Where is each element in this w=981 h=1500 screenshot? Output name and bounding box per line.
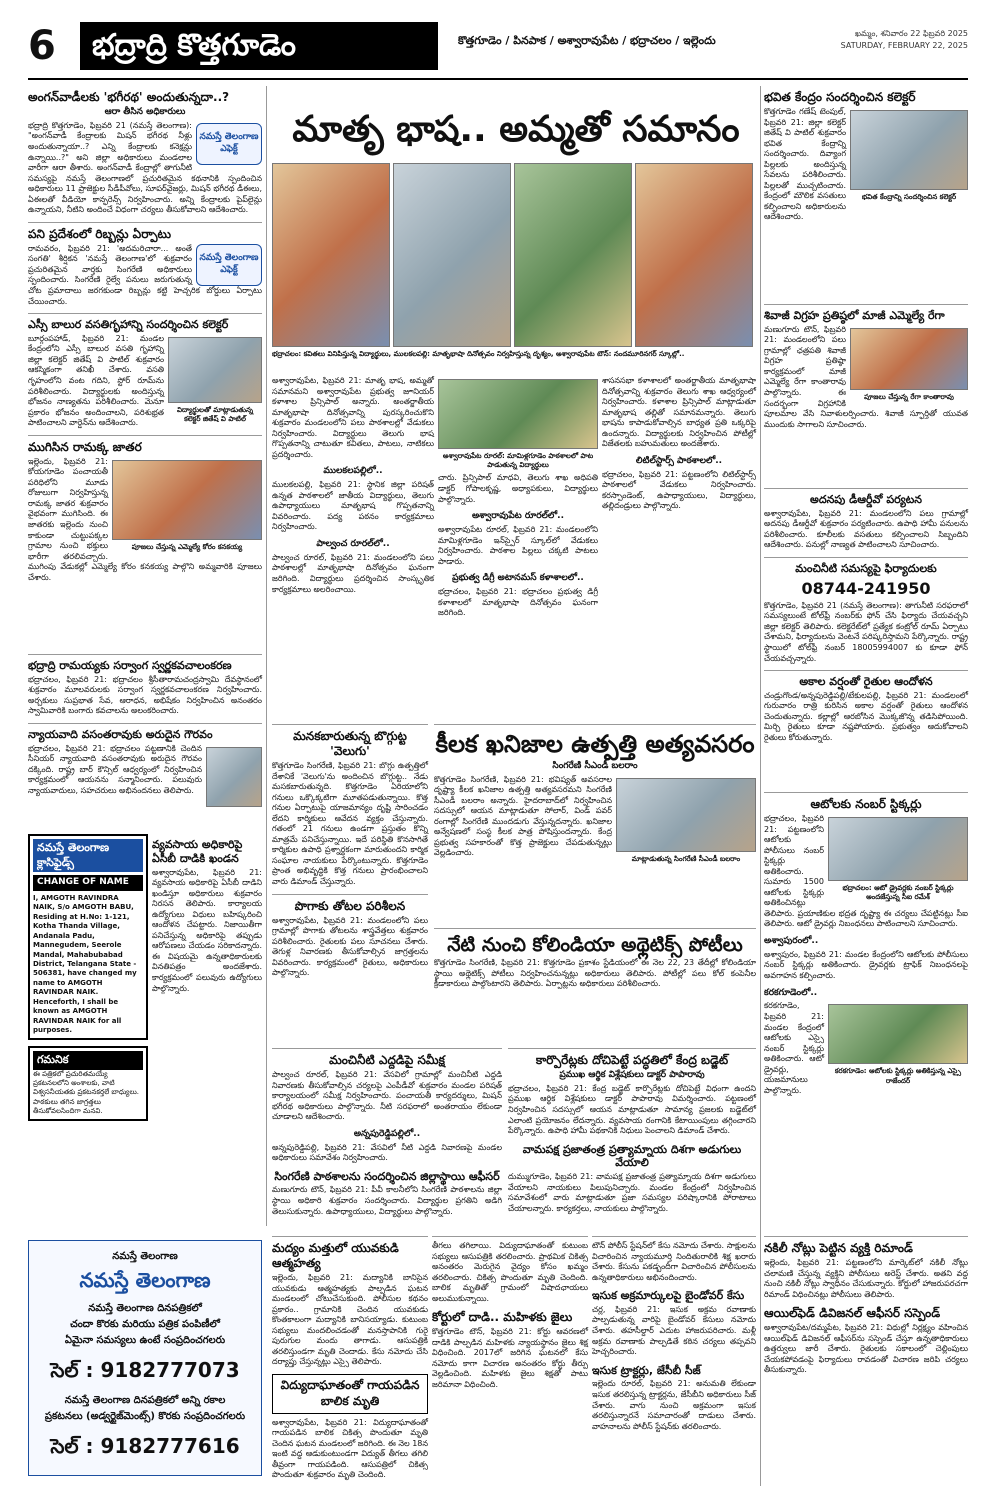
mid-col-b (434, 720, 756, 920)
subheadline: లిటిల్‌స్టార్స్ పాఠశాలలో.. (635, 455, 723, 466)
photo-block (616, 775, 756, 867)
headline: భద్రాద్రి రామయ్యకు సర్వాంగ స్వర్ణకవచాలంకరణ (28, 659, 232, 672)
classified-header: నమస్తే తెలంగాణ క్లాసిఫైడ్స్ (33, 839, 143, 872)
lead-col-c (602, 376, 756, 706)
boxed-headline: విద్యుదాఘాతంతో గాయపడిన బాలిక మృతి (272, 1374, 428, 1414)
edition-subtitles: కొత్తగూడెం / పినపాక / అశ్వారావుపేట / భద్రాచలం / ఇల్లెందు (458, 34, 716, 47)
story-body: రామవరం, ఫిబ్రవరి 21: 'అదమరిచారా... అంతే సంగతి' శీర్షికన 'నమస్తే తెలంగాణ'లో శుక్రవారం ప్రచురితమైన వార్తకు సింగరేణి అధికారులు స్పందించారు. సింగరేణి రైల్వే పనులు జరుగుతున్న చోట ప్రమాదాలు జరగకుండా రిబ్బన్లు కట్టి హెచ్చరిక బోర్డులు ఏర్పాటు చేయించారు. (28, 243, 262, 306)
notice-header: గమనిక (33, 1051, 143, 1070)
bottom-col-d (764, 1232, 968, 1488)
photo-caption: అశ్వారావుపేట రూరల్: మామిళ్లగూడెం పాఠశాలలో పాట పాడుతున్న విద్యార్థులు (442, 452, 594, 470)
subscription-ad (28, 1240, 262, 1485)
ad-line: చందా కొరకు మరియు పత్రిక పంపిణీలో (70, 1318, 220, 1330)
subheadline: అన్నపురెడ్డిపల్లిలో.. (353, 1128, 421, 1139)
subheadline: ములకలపల్లిలో.. (323, 466, 383, 477)
divider (28, 654, 262, 655)
lead-photos (272, 160, 756, 372)
story-body: అశ్వారావుపేట రూరల్, ఫిబ్రవరి 21: మండలంలోని మామిళ్లగూడెం ఇన్‌స్పైర్ స్కూల్‌లో వేడుకలు నిర్వహించారు. పాఠశాల పిల్లలు చక్కటి పాటలు పాడారు. (438, 524, 598, 566)
story-body: అన్నపురెడ్డిపల్లి, ఫిబ్రవరి 21: వేసవిలో నీటి ఎద్దడి నివారణపై మండల అధికారులు సమావేశం నిర్వహించారు. (272, 1142, 502, 1163)
photo-singing (438, 379, 598, 449)
mid-col-e (508, 1044, 756, 1228)
story-body: కొత్తగూడెం సింగరేణి, ఫిబ్రవరి 21: బొగ్గు ఉత్పత్తిలో దేశానికే 'వెలుగు'ను అందించిన బొగ్గుట్ట.. నేడు మసకబారుతున్నది. కొత్తగూడెం ఏరియాలోని గనులు ఒక్కొక్కటిగా మూతపడుతున్నాయి. కొత్త గనుల ఏర్పాటుపై యాజమాన్యం దృష్టి సారించడం లేదని కార్మికులు ఆవేదన వ్యక్తం చేస్తున్నారు. గతంలో 21 గనులు ఉండగా ప్రస్తుతం కొన్ని మాత్రమే పనిచేస్తున్నాయి. ఇదే పరిస్థితి కొనసాగితే కార్మికుల ఉపాధి ప్రశ్నార్థకంగా మారుతుందని కార్మిక సంఘాల నాయకులు పేర్కొంటున్నారు. కొత్తగూడెం ప్రాంత అభివృద్ధికి కొత్త గనులు ప్రారంభించాలని వారు డిమాండ్ చేస్తున్నారు. (272, 761, 428, 887)
story-body: భద్రాచలం, ఫిబ్రవరి 21: పట్టణంలోని లిటిల్‌స్టార్స్ పాఠశాలలో వేడుకలు నిర్వహించారు. కరస్పాండెంట్, ఉపాధ్యాయులు, విద్యార్థులు, తల్లిదండ్రులు పాల్గొన్నారు. (602, 469, 756, 511)
masthead (28, 18, 968, 74)
headline: న్యాయవాది వసంతరావుకు అరుదైన గౌరవం (28, 727, 213, 741)
divider (272, 1236, 428, 1237)
headline: నకిలీ నోట్లు పెట్టిన వ్యక్తి రిమాండ్ (764, 1241, 913, 1255)
subheadline: ప్రభుత్వ డిగ్రీ అటానమస్ కళాశాలలో.. (452, 573, 584, 584)
mid-col-a (272, 720, 428, 1040)
story-body: శాసనసభా కళాశాలలో అంతర్జాతీయ మాతృభాషా దినోత్సవాన్ని శుక్రవారం తెలుగు శాఖ ఆధ్వర్యంలో నిర్వహించారు. కళాశాల ప్రిన్సిపాల్ మాట్లాడుతూ మాతృభాష తల్లితో సమానమన్నారు. తెలుగు భాషను కాపాడుకోవాల్సిన బాధ్యత ప్రతి ఒక్కరిపై ఉందన్నారు. విద్యార్థులకు నిర్వహించిన పోటీల్లో విజేతలకు బహుమతులు అందజేశారు. (602, 376, 756, 449)
headline: సింగరేణి పాఠశాలను సందర్శించిన జిల్లాస్థాయి ఆఫీసర్ (274, 1169, 500, 1183)
date-telugu: ఖమ్మం, శనివారం 22 ఫిబ్రవరి 2025 (854, 29, 968, 38)
story-body: ఇల్లెందు, ఫిబ్రవరి 21: పట్టణంలోని మార్కెట్‌లో నకిలీ నోట్లు చలామణి చేస్తున్న వ్యక్తిని పోలీసులు అరెస్ట్ చేశారు. అతని వద్ద నుంచి నకిలీ నోట్లు స్వాధీనం చేసుకున్నారు. కోర్టులో హాజరుపరచగా రిమాండ్ విధించినట్లు పోలీసులు తెలిపారు. (764, 1258, 968, 1299)
lead-col-a (272, 376, 434, 706)
right-col-c (764, 484, 968, 784)
story-body: అశ్వారావుపేట, ఫిబ్రవరి 21: మండలంలోని పలు గ్రామాల్లో పొగాకు తోటలను శాస్త్రవేత్తలు శుక్రవారం పరిశీలించారు. రైతులకు పలు సూచనలు చేశారు. తెగుళ్ల నివారణకు తీసుకోవాల్సిన జాగ్రత్తలను వివరించారు. కార్యక్రమంలో రైతులు, అధికారులు పాల్గొన్నారు. (272, 915, 428, 978)
story-body: అశ్వాపురం, ఫిబ్రవరి 21: మండల కేంద్రంలోని ఆటోలకు పోలీసులు నంబర్ స్టిక్కర్లు అతికించారు. డ్రైవర్లకు ట్రాఫిక్ నిబంధనలపై అవగాహన కల్పించారు. (764, 949, 968, 980)
divider (764, 1236, 968, 1237)
photo-block (828, 1001, 968, 1088)
headline: మద్యం మత్తులో యువకుడి ఆత్మహత్య (272, 1241, 399, 1270)
date-english: SATURDAY, FEBRUARY 22, 2025 (840, 41, 968, 50)
lead-col-b (438, 376, 598, 706)
story-body: భద్రాచలం, ఫిబ్రవరి 21: భద్రాచలం శ్రీసీతారామచంద్రస్వామి దేవస్థానంలో శుక్రవారం మూలవరులకు సర్వాంగ స్వర్ణకవచాలంకరణ నిర్వహించారు. అర్చకులు సుప్రభాత సేవ, ఆరాధన, అభిషేకం నిర్వహించిన అనంతరం స్వామివారికి బంగారు కవచాలను అలంకరించారు. (28, 674, 262, 716)
mid-col-c (434, 924, 756, 1036)
column-1b (28, 650, 262, 828)
masthead-rule (28, 78, 968, 80)
photo-caption: పూజలు చేస్తున్న ఎమ్మెల్యే కోరం కనకయ్య (131, 542, 243, 551)
photo-caption: భవిత కేంద్రాన్ని సందర్శించిన కలెక్టర్ (861, 193, 957, 201)
subscription-ad-box (28, 1240, 262, 1476)
bottom-col-a (272, 1232, 428, 1488)
photo-stage (393, 163, 511, 347)
story-body: తీగలు తగిలాయి. విద్యుదాఘాతంతో కుటుంబ సభ్యులు ఆసుపత్రికి తరలించారు. ప్రాథమిక చికిత్స అనంతరం మెరుగైన వైద్యం కోసం ఖమ్మం తరలించారు. చికిత్స పొందుతూ మృతి చెందింది. బాలిక మృతితో గ్రామంలో విషాదఛాయలు అలుముకున్నాయి. (432, 1241, 588, 1303)
ad-line: ప్రకటనలు (అడ్వర్టైజ్‌మెంట్స్) కొరకు సంప్రదించగలరు (44, 1410, 246, 1422)
story-body: అశ్వారావుపేట, ఫిబ్రవరి 21: మాతృ భాష, అమ్మతో సమానమని అశ్వారావుపేట ప్రభుత్వ జూనియర్ కళాశాల ప్రిన్సిపాల్ అన్నారు. అంతర్జాతీయ మాతృభాషా దినోత్సవాన్ని పురస్కరించుకొని శుక్రవారం మండలంలోని పలు పాఠశాలల్లో వేడుకలు నిర్వహించారు. విద్యార్థులు తెలుగు భాష గొప్పతనాన్ని చాటుతూ కవితలు, పాటలు, నాటికలు ప్రదర్శించారు. (272, 376, 434, 459)
photo-block (206, 744, 262, 810)
story-body: ములకలపల్లి, ఫిబ్రవరి 21: స్థానిక జిల్లా పరిషత్ ఉన్నత పాఠశాలలో జాతీయ విద్యార్థులు, తెలుగు ఉపాధ్యాయులు మాతృభాష గొప్పతనాన్ని వివరించారు. పద్య పఠనం కార్యక్రమాలు నిర్వహించారు. (272, 480, 434, 532)
divider (28, 313, 262, 314)
photo-conference (616, 778, 756, 852)
story-body: భద్రాచలం, ఫిబ్రవరి 21: పట్టణంలోని ఆటోలకు పోలీసులు నంబర్ స్టిక్కర్లు అతికించారు. సుమారు 1500 ఆటోలకు స్టిక్కర్లు అతికించినట్లు తెలిపారు. ప్రయాణికుల భద్రత దృష్ట్యా ఈ చర్యలు చేపట్టినట్లు సీఐ తెలిపారు. ఆటో డ్రైవర్లు నిబంధనలు పాటించాలని సూచించారు. (764, 814, 968, 929)
right-col-b (764, 300, 968, 480)
effect-badge: నమస్తే తెలంగాణ ఎఫెక్ట్ (196, 244, 262, 286)
column-1 (28, 86, 262, 646)
headline: పొగాకు తోటల పరిశీలన (294, 898, 406, 913)
photo-karakagudem (828, 1004, 968, 1064)
divider (272, 1048, 502, 1049)
photo-caption: భద్రాచలం: ఆటో డ్రైవర్లకు నంబర్ స్టిక్కర్లు అందజేస్తున్న సీఐ రమేశ్ (842, 884, 954, 902)
photo-students (514, 163, 632, 347)
headline: భవిత కేంద్రం సందర్శించిన కలెక్టర్ (764, 90, 916, 104)
effect-badge: నమస్తే తెలంగాణ ఎఫెక్ట్ (196, 123, 262, 165)
story-body: అశ్వారావుపేట, ఫిబ్రవరి 21: మండలంలోని పలు గ్రామాల్లో అదనపు డీఆర్డీవో శుక్రవారం పర్యటించారు. ఉపాధి హామీ పనులను పరిశీలించారు. కూలీలకు వసతులు కల్పించాలని సిబ్బందిని ఆదేశించారు. పనుల్లో నాణ్యత పాటించాలని సూచించారు. (764, 508, 968, 550)
story-body: చర్ల, ఫిబ్రవరి 21: ఇసుక అక్రమ రవాణాకు పాల్పడుతున్న వారిపై బైండోవర్ కేసులు నమోదు చేశారు. తహసీల్దార్ ఎదుట హాజరుపరిచారు. మళ్లీ అక్రమ రవాణాకు పాల్పడితే కఠిన చర్యలు తప్పవని హెచ్చరించారు. (592, 1304, 756, 1357)
headline: పని ప్రదేశంలో రిబ్బన్లు ఏర్పాటు (28, 226, 171, 241)
headline: ఎస్సీ బాలుర వసతిగృహాన్ని సందర్శించిన కలెక్టర్ (28, 318, 229, 332)
story-body: కరకగూడెం, ఫిబ్రవరి 21: మండల కేంద్రంలో ఆటోలకు ఎస్సై నంబర్ స్టిక్కర్లు అతికించారు. ఆటో డ్రైవర్లు, యజమానులు పాల్గొన్నారు. (764, 1001, 824, 1095)
bottom-col-b (432, 1232, 588, 1488)
classified-body: I, AMGOTH RAVINDRA NAIK, S/o AMGOTH BABU, Residing at H.No: 1-121, Kotha Thanda Village, Andanala Padu, Mannegudem, Seerole Mandal, Mahabubabad District, Telangana State - 506381, have changed my name to AMGOTH RAVINDAR NAIK. Henceforth, I shall be known as AMGOTH RAVINDAR NAIK for all purposes. (33, 893, 137, 1035)
headline: వామపక్ష ప్రజాతంత్ర ప్రత్యామ్నాయ దిశగా అడుగులు వేయాలి (522, 1142, 742, 1170)
photo-shivaji (850, 328, 968, 390)
phone-number: సెల్ : 9182777616 (50, 1433, 240, 1458)
column-rule (760, 86, 761, 1486)
subheadline: అశ్వాపురంలో.. (764, 936, 819, 947)
headline: అకాల వర్షంతో రైతుల ఆందోళన (799, 675, 933, 689)
photo-jatara (112, 460, 262, 540)
newspaper-logo: నమస్తే తెలంగాణ (79, 1268, 211, 1293)
page-title: భద్రాద్రి కొత్తగూడెం (80, 22, 438, 70)
ad-line: నమస్తే తెలంగాణ దినపత్రికలో (88, 1302, 202, 1314)
notice-body: ఈ పత్రికలో ప్రచురితమయ్యే ప్రకటనలలోని అంశాలకు, వాటి విశ్వసనీయతకు ప్రకటనకర్తలే బాధ్యులు. పాఠకులు తగిన జాగ్రత్తలు తీసుకోవలసిందిగా మనవి. (33, 1069, 139, 1115)
photo-block (850, 325, 968, 405)
story-body: ఇల్లెందు రూరల్, ఫిబ్రవరి 21: అనుమతి లేకుండా ఇసుక తరలిస్తున్న ట్రాక్టర్లను, జేసీబీని అధికారులు సీజ్ చేశారు. వాగు నుంచి అక్రమంగా ఇసుక తరలిస్తున్నారనే సమాచారంతో దాడులు చేశారు. వాహనాలను పోలీస్ స్టేషన్‌కు తరలించారు. (592, 1379, 756, 1431)
photo-poetry (272, 163, 390, 347)
lead-photo-caption: భద్రాచలం: కవితలు వినిపిస్తున్న విద్యార్థులు, ములకలపల్లి: మాతృభాషా దినోత్సవం నిర్వహిస్తున్న దృశ్యం, అశ్వారావుపేట టౌన్: నందమూరినగర్ స్కూల్లో.. (272, 350, 685, 358)
story-body: టౌన్ పోలీస్ స్టేషన్‌లో కేసు నమోదు చేశారు. సాక్షులను విచారించిన న్యాయమూర్తి నిందితురాలికి శిక్ష ఖరారు చేశారు. కేసును పకడ్బందీగా విచారించిన పోలీసులను ఉన్నతాధికారులు అభినందించారు. (592, 1241, 756, 1282)
photo-collector (168, 337, 262, 403)
ad-top-line: నమస్తే తెలంగాణ (112, 1251, 178, 1262)
divider (508, 1048, 756, 1049)
photo-block (112, 457, 262, 555)
divider (434, 724, 756, 725)
column-1-ads (28, 834, 148, 1115)
story-body: కొత్తగూడెం టౌన్, ఫిబ్రవరి 21: కోర్టు ఆవరణలో దాడికి పాల్పడిన మహిళకు న్యాయస్థానం జైలు శిక్ష విధించింది. 2017లో జరిగిన ఘటనలో కేసు నమోదు కాగా విచారణ అనంతరం కోర్టు తీర్పు వెల్లడించింది. మహిళకు జైలు శిక్షతో పాటు జరిమానా విధించింది. (432, 1327, 588, 1390)
phone-number: సెల్ : 9182777073 (50, 1358, 240, 1383)
classified-ad (28, 834, 148, 1040)
notice-ad (28, 1046, 148, 1121)
headline: ఆటోలకు నంబర్ స్టిక్కర్లు (810, 797, 922, 811)
bottom-col-c (592, 1232, 756, 1488)
complaint-phone: 08744-241950 (801, 578, 931, 598)
ad-line: నమస్తే తెలంగాణ దినపత్రికలో అన్ని రకాల (64, 1394, 226, 1406)
column-rule (266, 86, 267, 1226)
story-body: భద్రాచలం, ఫిబ్రవరి 21: భద్రాచలం ప్రభుత్వ డిగ్రీ కళాశాలలో మాతృభాషా దినోత్సవం ఘనంగా జరిగింది. (438, 587, 598, 618)
divider (28, 435, 262, 436)
divider (432, 1236, 588, 1237)
subheadline: ఆరా తీసిన అధికారులు (104, 107, 186, 117)
headline: కోర్టులో దాడి.. మహిళకు జైలు (432, 1310, 573, 1325)
photo-caption: పూజలు చేస్తున్న రేగా కాంతారావు (864, 392, 954, 401)
story-body: అశ్వారావుపేట, ఫిబ్రవరి 21: విద్యుదాఘాతంతో గాయపడిన బాలిక చికిత్స పొందుతూ మృతి చెందిన ఘటన మండలంలో జరిగింది. ఈ నెల 18న ఇంటి వద్ద ఆడుకుంటుండగా విద్యుత్ తీగలు తగిలి తీవ్రంగా గాయపడింది. ఆసుపత్రిలో చికిత్స పొందుతూ శుక్రవారం మృతి చెందింది. (272, 1417, 428, 1480)
story-body: చండ్రుగొండ/అన్నపురెడ్డిపల్లి/టేకులపల్లి, ఫిబ్రవరి 21: మండలంలో గురువారం రాత్రి కురిసిన అకాల వర్షంతో రైతులు ఆందోళన చెందుతున్నారు. కల్లాల్లో ఆరబోసిన మొక్కజొన్న తడిసిపోయింది. మిర్చి రైతులు కూడా నష్టపోయారు. ప్రభుత్వం ఆదుకోవాలని రైతులు కోరుతున్నారు. (764, 690, 968, 743)
subheadline: కరకగూడెంలో.. (764, 987, 818, 998)
photo-auto-stickers (828, 817, 968, 881)
photo-caption: మాట్లాడుతున్న సింగరేణి సీఎండీ బలరాం (631, 854, 741, 863)
divider (272, 894, 428, 895)
story-body: దుమ్ముగూడెం, ఫిబ్రవరి 21: వామపక్ష ప్రజాతంత్ర ప్రత్యామ్నాయ దిశగా అడుగులు వేయాలని నాయకులు పిలుపునిచ్చారు. మండల కేంద్రంలో నిర్వహించిన సమావేశంలో వారు మాట్లాడుతూ ప్రజా సమస్యల పరిష్కారానికి పోరాటాలు చేయాలన్నారు. కార్యకర్తలు, నాయకులు పాల్గొన్నారు. (508, 1172, 756, 1213)
headline: ఆయిల్‌ఫెడ్ డివిజనల్ ఆఫీసర్ సస్పెండ్ (764, 1306, 941, 1321)
divider (764, 304, 968, 305)
divider (28, 723, 262, 724)
photo-bhavitha (850, 110, 968, 190)
divider (764, 557, 968, 558)
story-body: భద్రాద్రి కొత్తగూడెం, ఫిబ్రవరి 21 (నమస్తే తెలంగాణ): "అంగన్‌వాడీ కేంద్రాలకు మిషన్ భగీరథ నీళ్లు అందుతున్నాయా..? ఎన్ని కేంద్రాలకు కనెక్షన్లు ఉన్నాయి..?" అని జిల్లా అధికారులు మండలాల వారీగా ఆరా తీశారు. అంగన్‌వాడీ కేంద్రాల్లో తాగునీటి సమస్యపై నమస్తే తెలంగాణలో ప్రచురితమైన కథనానికి స్పందించిన అధికారులు 11 ప్రాజెక్టుల సీడీపీవోలు, సూపర్‌వైజర్లు, మిషన్ భగీరథ డీఈలు, ఏఈలతో వీడియో కాన్ఫరెన్స్ నిర్వహించారు. అన్ని కేంద్రాలకు పైప్‌లైన్లు ఉన్నాయని, నీటిని అందించే విధంగా చర్యలు తీసుకోవాలని ఆదేశించారు. (28, 120, 262, 215)
photo-lawyer (206, 747, 262, 807)
divider (592, 1236, 756, 1237)
divider (272, 724, 428, 725)
right-col-d (764, 788, 968, 1228)
story-body: ఇల్లెందు, ఫిబ్రవరి 21: కోయగూడెం పంచాయతీ పరిధిలోని మూడు రోజులుగా నిర్వహిస్తున్న రామక్క జాతర శుక్రవారం వైభవంగా ముగిసింది. ఈ జాతరకు ఇల్లెందు నుంచి కాకుండా చుట్టుపక్కల గ్రామాల నుంచి భక్తులు భారీగా తరలివచ్చారు. ముగింపు వేడుకల్లో ఎమ్మెల్యే కోరం కనకయ్య పాల్గొని అమ్మవారికి పూజలు చేశారు. (28, 456, 262, 582)
headline: మనకబారుతున్న బొగ్గుట్ట 'వెలుగు' (293, 729, 407, 758)
dateline (841, 28, 968, 52)
divider (764, 488, 968, 489)
right-col-a (764, 86, 968, 296)
headline: అదనపు డీఆర్డీవో పర్యటన (810, 493, 922, 506)
headline: కీలక ఖనిజాల ఉత్పత్తి అత్యవసరం (435, 730, 755, 758)
page-number: 6 (28, 23, 56, 69)
story-body: మణుగూరు టౌన్, ఫిబ్రవరి 21: పీవీ కాలనీలోని సింగరేణి పాఠశాలను జిల్లా స్థాయి అధికారి శుక్రవారం సందర్శించారు. విద్యార్థుల ప్రగతిని అడిగి తెలుసుకున్నారు. ఉపాధ్యాయులు, విద్యార్థులు పాల్గొన్నారు. (272, 1185, 502, 1216)
story-body: కొత్తగూడెం సింగరేణి, ఫిబ్రవరి 21: కొత్తగూడెం ప్రకాశం స్టేడియంలో ఈ నెల 22, 23 తేదీల్లో కోలిండియా స్థాయి అథ్లెటిక్స్ పోటీలు నిర్వహించనున్నట్లు అధికారులు తెలిపారు. పోటీల్లో పలు కోల్ కంపెనీల క్రీడాకారులు పాల్గొంటారని తెలిపారు. ఏర్పాట్లను అధికారులు పరిశీలించారు. (434, 958, 756, 989)
divider (764, 792, 968, 793)
story-body: కొత్తగూడెం గణేష్ టెంపుల్, ఫిబ్రవరి 21: జిల్లా కలెక్టర్ జితేష్ వి పాటిల్ శుక్రవారం భవిత కేంద్రాన్ని సందర్శించారు. దివ్యాంగ పిల్లలకు అందిస్తున్న సేవలను పరిశీలించారు. పిల్లలతో ముచ్చటించారు. కేంద్రంలో మౌలిక వసతులు కల్పించాలని అధికారులను ఆదేశించారు. (764, 107, 846, 222)
ad-line: ఏమైనా సమస్యలు ఉంటే సంప్రదించగలరు (64, 1334, 226, 1346)
divider (764, 670, 968, 671)
story-body: పాల్వంచ రూరల్, ఫిబ్రవరి 21: వేసవిలో గ్రామాల్లో మంచినీటి ఎద్దడి నివారణకు తీసుకోవాల్సిన చర్యలపై ఎంపీడీవో శుక్రవారం మండల పరిషత్ కార్యాలయంలో సమీక్ష నిర్వహించారు. పంచాయతీ కార్యదర్శులు, మిషన్ భగీరథ అధికారులు పాల్గొన్నారు. నీటి సరఫరాలో అంతరాయం లేకుండా చూడాలని ఆదేశించారు. (272, 1070, 502, 1122)
story-body: భద్రాచలం, ఫిబ్రవరి 21: కేంద్ర బడ్జెట్ కార్పొరేట్లకు దోచిపెట్టే విధంగా ఉందని ప్రముఖ ఆర్థిక విశ్లేషకులు డాక్టర్ పాపారావు విమర్శించారు. పట్టణంలో నిర్వహించిన సదస్సులో ఆయన మాట్లాడుతూ సామాన్య ప్రజలకు బడ్జెట్‌లో ఎలాంటి ప్రయోజనం లేదన్నారు. వ్యవసాయ రంగానికి కేటాయింపులు తగ్గించారని పేర్కొన్నారు. ఉపాధి హామీ పథకానికి నిధులు పెంచాలని డిమాండ్ చేశారు. (508, 1083, 756, 1136)
subheadline: సింగరేణి సీఎండీ బలరాం (552, 760, 638, 771)
story-body: చారు. ప్రిన్సిపాల్ మాధవి, తెలుగు శాఖ అధిపతి డాక్టర్ గోపాలకృష్ణ, అధ్యాపకులు, విద్యార్థులు పాల్గొన్నారు. (438, 473, 598, 504)
photo-block (828, 814, 968, 905)
divider (434, 928, 756, 929)
classified-label: CHANGE OF NAME (33, 875, 143, 891)
headline: శివాజీ విగ్రహ ప్రతిష్ఠలో మాజీ ఎమ్మెల్యే రేగా (764, 309, 945, 322)
photo-strip (272, 160, 756, 350)
lead-headline: మాతృ భాష.. అమ్మతో సమానం (292, 109, 740, 150)
headline: ఇసుక అక్రమార్కులపై బైండోవర్ కేసు (592, 1289, 745, 1303)
story-body: కొత్తగూడెం సింగరేణి, ఫిబ్రవరి 21: భవిష్యత్ అవసరాల దృష్ట్యా కీలక ఖనిజాల ఉత్పత్తి అత్యవసరమని సింగరేణి సీఎండీ బలరాం అన్నారు. హైదరాబాద్‌లో నిర్వహించిన సదస్సులో ఆయన మాట్లాడుతూ సోలార్, విండ్ పవర్ రంగాల్లో సింగరేణి ముందడుగు వేస్తున్నదన్నారు. ఖనిజాల అన్వేషణలో సంస్థ కీలక పాత్ర పోషిస్తుందన్నారు. కేంద్ర ప్రభుత్వ సహకారంతో కొత్త ప్రాజెక్టులు చేపడుతున్నట్లు వెల్లడించారు. (434, 774, 612, 858)
subheadline: పాల్వంచ రూరల్‌లో.. (316, 538, 390, 549)
subheadline: అశ్వారావుపేట రూరల్‌లో.. (471, 511, 565, 522)
headline: ఇసుక ట్రాక్టర్లు, జేసీబీ సీజ్ (592, 1363, 701, 1377)
headline: అంగన్‌వాడీలకు 'భగీరథ' అందుతున్నదా..? (28, 90, 230, 104)
story-body: ఇల్లెందు, ఫిబ్రవరి 21: మద్యానికి బానిసైన యువకుడు ఆత్మహత్యకు పాల్పడిన ఘటన మండలంలో చోటుచేసుకుంది. పోలీసుల కథనం ప్రకారం.. గ్రామానికి చెందిన యువకుడు కొంతకాలంగా మద్యానికి బానిసయ్యాడు. కుటుంబ సభ్యులు మందలించడంతో మనస్తాపానికి గురై పురుగుల మందు తాగాడు. ఆసుపత్రికి తరలిస్తుండగా మృతి చెందాడు. కేసు నమోదు చేసి దర్యాప్తు చేస్తున్నట్లు ఎస్సై తెలిపారు. (272, 1273, 428, 1367)
photo-block (850, 107, 968, 205)
photo-block (168, 334, 262, 427)
story-body: అశ్వారావుపేట/దమ్మపేట, ఫిబ్రవరి 21: విధుల్లో నిర్లక్ష్యం వహించిన ఆయిల్‌ఫెడ్ డివిజనల్ ఆఫీసర్‌ను సస్పెండ్ చేస్తూ ఉన్నతాధికారులు ఉత్తర్వులు జారీ చేశారు. రైతులకు సకాలంలో చెల్లింపులు చేయకపోవడంపై ఫిర్యాదులు రావడంతో విచారణ జరిపి చర్యలు తీసుకున్నారు. (764, 1323, 968, 1375)
subheadline: ప్రముఖ ఆర్థిక విశ్లేషకులు డాక్టర్ పాపారావు (559, 1070, 705, 1080)
photo-school (635, 163, 753, 347)
story-body: కొత్తగూడెం, ఫిబ్రవరి 21 (నమస్తే తెలంగాణ): తాగునీటి సరఫరాలో సమస్యలుంటే టోల్‌ఫ్రీ నంబర్‌కు ఫోన్ చేసి ఫిర్యాదు చేయవచ్చని జిల్లా కలెక్టర్ తెలిపారు. కలెక్టరేట్‌లో ప్రత్యేక కంట్రోల్ రూమ్ ఏర్పాటు చేశామని, ఫిర్యాదులను వెంటనే పరిష్కరిస్తామని పేర్కొన్నారు. రాష్ట్ర స్థాయిలో టోల్‌ఫ్రీ నంబర్ 18005994007 కు కూడా ఫోన్ చేయవచ్చన్నారు. (764, 600, 968, 663)
story-body: భద్రాచలం, ఫిబ్రవరి 21: భద్రాచలం పట్టణానికి చెందిన సీనియర్ న్యాయవాది వసంతరావుకు అరుదైన గౌరవం దక్కింది. రాష్ట్ర బార్ కౌన్సిల్ ఆధ్వర్యంలో నిర్వహించిన కార్యక్రమంలో ఆయనను సన్మానించారు. పలువురు న్యాయవాదులు, సహచరులు అభినందనలు తెలిపారు. (28, 743, 202, 795)
headline: మంచినీటి సమస్యపై ఫిర్యాదులకు (795, 561, 937, 575)
story-body: మణుగూరు టౌన్, ఫిబ్రవరి 21: మండలంలోని పలు గ్రామాల్లో ఛత్రపతి శివాజీ విగ్రహ ప్రతిష్ఠా కార్యక్రమంలో మాజీ ఎమ్మెల్యే రేగా కాంతారావు పాల్గొన్నారు. ఈ సందర్భంగా విగ్రహానికి పూలమాల వేసి నివాళులర్పించారు. శివాజీ స్ఫూర్తితో యువత ముందుకు సాగాలని సూచించారు. (764, 324, 968, 429)
mid-col-d (272, 1044, 502, 1228)
photo-caption: కరకగూడెం: ఆటోలకు స్టిక్కర్లు అతికిస్తున్న ఎస్సై రాజేందర్ (834, 1067, 962, 1085)
headline: వ్యవసాయ అధికారిపై ఏసీబీ దాడికి ఖండన (152, 838, 243, 865)
divider (28, 222, 262, 223)
headline: కార్పొరేట్లకు దోచిపెట్టే పద్ధతిలో కేంద్ర బడ్జెట్ (535, 1053, 729, 1067)
headline: నేటి నుంచి కోలిండియా అథ్లెటిక్స్ పోటీలు (447, 934, 743, 956)
headline: మంచినీటి ఎద్దడిపై సమీక్ష (329, 1053, 445, 1067)
headline: ముగిసిన రామక్క జాతర (28, 439, 142, 454)
column-2 (152, 834, 262, 1084)
story-body: పాల్వంచ రూరల్, ఫిబ్రవరి 21: మండలంలోని పలు పాఠశాలల్లో మాతృభాషా దినోత్సవం ఘనంగా జరిగింది. విద్యార్థులు ప్రదర్శించిన సాంస్కృతిక కార్యక్రమాలు అలరించాయి. (272, 552, 434, 594)
story-body: బూర్గంపహాడ్, ఫిబ్రవరి 21: మండల కేంద్రంలోని ఎస్సీ బాలుర వసతి గృహాన్ని జిల్లా కలెక్టర్ జితేష్ వి పాటిల్ శుక్రవారం ఆకస్మికంగా తనిఖీ చేశారు. వసతి గృహంలోని వంట గదిని, స్టోర్ రూమ్‌ను పరిశీలించారు. విద్యార్థులకు అందిస్తున్న భోజనం నాణ్యతను పరిశీలించారు. మెనూ ప్రకారం భోజనం అందించాలని, పరిశుభ్రత పాటించాలని వార్డెన్‌ను ఆదేశించారు. (28, 333, 164, 428)
photo-caption: విద్యార్థులతో మాట్లాడుతున్న కలెక్టర్ జితేష్ వి పాటిల్ (176, 405, 254, 424)
story-body: అశ్వారావుపేట, ఫిబ్రవరి 21: వ్యవసాయ అధికారిపై ఏసీబీ దాడిని ఖండిస్తూ అధికారులు శుక్రవారం నిరసన తెలిపారు. కార్యాలయ ఉద్యోగులు విధులు బహిష్కరించి ఆందోళన చేపట్టారు. నిజాయితీగా పనిచేస్తున్న అధికారిపై తప్పుడు ఆరోపణలు చేయడం సరికాదన్నారు. ఈ విషయమై ఉన్నతాధికారులకు వినతిపత్రం అందజేశారు. కార్యక్రమంలో పలువురు ఉద్యోగులు పాల్గొన్నారు. (152, 867, 262, 993)
